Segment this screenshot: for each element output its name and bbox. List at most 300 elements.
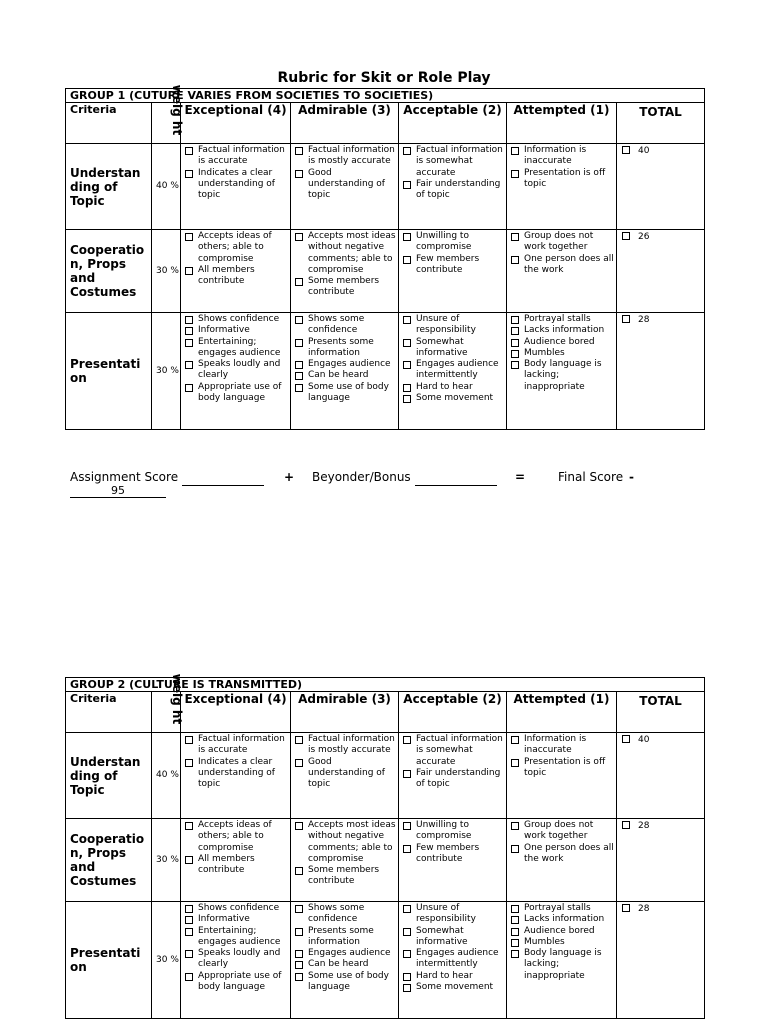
descriptor-item <box>295 903 396 926</box>
checkbox[interactable] <box>185 339 193 347</box>
descriptor-cell-acceptable <box>399 819 507 902</box>
final-score-value[interactable]: - <box>629 470 634 484</box>
descriptor-text: Some use of body language <box>308 970 389 993</box>
descriptor-item <box>511 145 614 168</box>
descriptor-item <box>511 926 614 937</box>
descriptor-text: Mumbles <box>524 936 565 947</box>
descriptor-cell-exceptional <box>181 144 291 230</box>
checkbox[interactable] <box>511 170 519 178</box>
descriptor-text: Presentation is off topic <box>524 756 606 778</box>
descriptor-text: Shows confidence <box>198 903 280 913</box>
checkbox[interactable] <box>403 905 411 913</box>
total-checkbox[interactable] <box>622 735 630 743</box>
descriptor-text: Fair understanding of topic <box>416 767 501 790</box>
checkbox[interactable] <box>403 973 411 981</box>
checkbox[interactable] <box>511 928 519 936</box>
checkbox[interactable] <box>295 973 303 981</box>
descriptor-text: Body language is lacking; inappropriate <box>524 359 602 392</box>
descriptor-text: Factual information is somewhat accurate <box>416 734 503 767</box>
descriptor-cell-attempted <box>507 819 617 902</box>
level-header-admirable: Admirable (3) <box>291 692 399 733</box>
total-checkbox[interactable] <box>622 232 630 240</box>
weight-value: 40 % <box>152 733 181 819</box>
total-cell <box>617 144 705 230</box>
descriptor-item <box>185 914 288 925</box>
checkbox[interactable] <box>185 361 193 369</box>
checkbox[interactable] <box>403 736 411 744</box>
descriptor-item <box>403 231 504 254</box>
descriptor-text: Few members contribute <box>416 253 480 275</box>
checkbox[interactable] <box>511 316 519 324</box>
descriptor-text: Accepts ideas of others; able to compromise <box>198 820 272 853</box>
descriptor-text: Somewhat informative <box>416 925 468 947</box>
checkbox[interactable] <box>185 916 193 924</box>
criteria-row-understanding <box>66 733 705 819</box>
descriptor-item <box>511 231 614 254</box>
descriptor-text: Factual information is somewhat accurate <box>416 145 503 178</box>
weight-header-label: weig ht <box>170 84 185 136</box>
descriptor-text: Engages audience intermittently <box>416 359 499 381</box>
total-cell <box>617 819 705 902</box>
descriptor-cell-admirable <box>291 230 399 313</box>
descriptor-text: Factual information is mostly accurate <box>308 145 395 167</box>
weight-value: 30 % <box>152 230 181 313</box>
total-value: 28 <box>638 904 650 914</box>
descriptor-item <box>403 971 504 982</box>
descriptor-cell-attempted <box>507 313 617 430</box>
descriptor-text: Unsure of responsibility <box>416 314 476 336</box>
criteria-header: Criteria <box>66 103 152 144</box>
descriptor-text: All members contribute <box>198 264 255 287</box>
descriptor-item <box>403 359 504 382</box>
descriptor-text: One person does all the work <box>524 842 614 864</box>
group-title: GROUP 2 (CULTURE IS TRANSMITTED) <box>66 678 705 692</box>
descriptor-item <box>403 179 504 202</box>
level-header-attempted: Attempted (1) <box>507 692 617 733</box>
criteria-name: Presentati on <box>66 902 152 1019</box>
checkbox[interactable] <box>403 316 411 324</box>
checkbox[interactable] <box>185 905 193 913</box>
checkbox[interactable] <box>295 147 303 155</box>
descriptor-item <box>511 348 614 359</box>
checkbox[interactable] <box>511 350 519 358</box>
checkbox[interactable] <box>295 339 303 347</box>
level-header-admirable: Admirable (3) <box>291 103 399 144</box>
assignment-score-value[interactable]: 95 <box>70 484 166 498</box>
descriptor-cell-exceptional <box>181 733 291 819</box>
descriptor-cell-attempted <box>507 902 617 1019</box>
checkbox[interactable] <box>403 845 411 853</box>
descriptor-cell-acceptable <box>399 902 507 1019</box>
checkbox[interactable] <box>185 327 193 335</box>
descriptor-item <box>403 926 504 949</box>
total-value: 28 <box>638 315 650 325</box>
descriptor-text: Presents some information <box>308 336 374 358</box>
total-value: 40 <box>638 146 650 156</box>
descriptor-item <box>511 325 614 336</box>
level-header-acceptable: Acceptable (2) <box>399 692 507 733</box>
descriptor-item <box>295 820 396 865</box>
descriptor-item <box>185 231 288 265</box>
total-cell <box>617 313 705 430</box>
descriptor-text: Some use of body language <box>308 381 389 404</box>
descriptor-item <box>185 757 288 791</box>
descriptor-item <box>185 926 288 949</box>
total-value: 40 <box>638 735 650 745</box>
criteria-name: Understan ding of Topic <box>66 144 152 230</box>
descriptor-text: Accepts most ideas without negative comments; able to compromise <box>308 820 396 864</box>
descriptor-item <box>403 337 504 360</box>
descriptor-item <box>403 393 504 404</box>
level-header-attempted: Attempted (1) <box>507 103 617 144</box>
checkbox[interactable] <box>295 361 303 369</box>
descriptor-cell-attempted <box>507 733 617 819</box>
criteria-name: Cooperatio n, Props and Costumes <box>66 819 152 902</box>
assignment-score-blank[interactable] <box>182 470 264 486</box>
descriptor-item <box>185 903 288 914</box>
equals-sign: = <box>515 470 526 484</box>
checkbox[interactable] <box>403 950 411 958</box>
descriptor-item <box>511 359 614 393</box>
descriptor-text: Shows some confidence <box>308 903 365 925</box>
descriptor-cell-acceptable <box>399 144 507 230</box>
descriptor-item <box>295 734 396 757</box>
checkbox[interactable] <box>511 256 519 264</box>
descriptor-text: Group does not work together <box>524 231 594 253</box>
descriptor-text: Can be heard <box>308 370 369 381</box>
descriptor-item <box>403 768 504 791</box>
descriptor-cell-exceptional <box>181 230 291 313</box>
checkbox[interactable] <box>403 256 411 264</box>
descriptor-item <box>185 734 288 757</box>
descriptor-item <box>403 254 504 277</box>
checkbox[interactable] <box>403 822 411 830</box>
checkbox[interactable] <box>295 905 303 913</box>
descriptor-item <box>295 276 396 299</box>
checkbox[interactable] <box>295 316 303 324</box>
descriptor-item <box>295 231 396 276</box>
rubric-table-group-2 <box>65 673 705 1019</box>
weight-value: 30 % <box>152 902 181 1019</box>
weight-value: 30 % <box>152 313 181 430</box>
descriptor-cell-acceptable <box>399 230 507 313</box>
checkbox[interactable] <box>511 822 519 830</box>
rubric-table-group-1 <box>65 84 705 430</box>
descriptor-text: Entertaining; engages audience <box>198 336 281 358</box>
descriptor-cell-exceptional <box>181 902 291 1019</box>
descriptor-cell-admirable <box>291 144 399 230</box>
descriptor-item <box>185 359 288 382</box>
descriptor-text: Some members contribute <box>308 276 380 298</box>
descriptor-item <box>511 820 614 843</box>
descriptor-item <box>185 971 288 994</box>
weight-value: 40 % <box>152 144 181 230</box>
criteria-row-understanding <box>66 144 705 230</box>
descriptor-item <box>403 145 504 179</box>
descriptor-item <box>185 382 288 405</box>
plus-sign: + <box>284 470 295 484</box>
descriptor-text: All members contribute <box>198 853 255 876</box>
descriptor-text: Speaks loudly and clearly <box>198 948 281 970</box>
descriptor-cell-admirable <box>291 733 399 819</box>
descriptor-text: Accepts most ideas without negative comments; able to compromise <box>308 231 396 275</box>
checkbox[interactable] <box>511 939 519 947</box>
total-header: TOTAL <box>617 103 705 144</box>
checkbox[interactable] <box>403 361 411 369</box>
total-cell <box>617 733 705 819</box>
descriptor-text: Presentation is off topic <box>524 167 606 189</box>
descriptor-item <box>185 168 288 202</box>
descriptor-text: Somewhat informative <box>416 336 468 358</box>
descriptor-text: Informative <box>198 914 250 925</box>
descriptor-item <box>295 959 396 970</box>
descriptor-text: Mumbles <box>524 347 565 358</box>
descriptor-text: Factual information is accurate <box>198 145 285 167</box>
criteria-row-presentation <box>66 313 705 430</box>
descriptor-cell-admirable <box>291 902 399 1019</box>
total-checkbox[interactable] <box>622 315 630 323</box>
descriptor-item <box>511 937 614 948</box>
checkbox[interactable] <box>403 395 411 403</box>
checkbox[interactable] <box>295 170 303 178</box>
descriptor-item <box>403 382 504 393</box>
descriptor-text: Unwilling to compromise <box>416 820 472 842</box>
checkbox[interactable] <box>295 822 303 830</box>
checkbox[interactable] <box>511 916 519 924</box>
descriptor-item <box>403 820 504 843</box>
descriptor-text: Some movement <box>416 393 494 404</box>
descriptor-item <box>295 757 396 791</box>
checkbox[interactable] <box>185 973 193 981</box>
bonus-label: Beyonder/Bonus <box>312 470 411 484</box>
descriptor-text: Presents some information <box>308 925 374 947</box>
descriptor-item <box>403 843 504 866</box>
descriptor-text: Factual information is accurate <box>198 734 285 756</box>
total-value: 26 <box>638 232 650 242</box>
descriptor-item <box>403 948 504 971</box>
descriptor-text: Indicates a clear understanding of topic <box>198 756 275 790</box>
descriptor-item <box>403 982 504 993</box>
checkbox[interactable] <box>511 905 519 913</box>
descriptor-text: Information is inaccurate <box>524 734 587 756</box>
checkbox[interactable] <box>295 233 303 241</box>
descriptor-cell-acceptable <box>399 733 507 819</box>
descriptor-text: Few members contribute <box>416 842 480 864</box>
checkbox[interactable] <box>403 181 411 189</box>
total-cell <box>617 902 705 1019</box>
descriptor-text: Some members contribute <box>308 865 380 887</box>
checkbox[interactable] <box>295 372 303 380</box>
descriptor-item <box>295 370 396 381</box>
descriptor-text: Factual information is mostly accurate <box>308 734 395 756</box>
checkbox[interactable] <box>511 361 519 369</box>
descriptor-item <box>511 734 614 757</box>
weight-value: 30 % <box>152 819 181 902</box>
descriptor-text: Speaks loudly and clearly <box>198 359 281 381</box>
descriptor-item <box>185 314 288 325</box>
checkbox[interactable] <box>403 384 411 392</box>
descriptor-text: Engages audience <box>308 359 391 370</box>
descriptor-item <box>295 337 396 360</box>
weight-header <box>152 673 185 733</box>
level-header-exceptional: Exceptional (4) <box>181 692 291 733</box>
descriptor-text: One person does all the work <box>524 253 614 275</box>
descriptor-text: Group does not work together <box>524 820 594 842</box>
descriptor-text: Accepts ideas of others; able to compromise <box>198 231 272 264</box>
checkbox[interactable] <box>403 339 411 347</box>
descriptor-item <box>295 314 396 337</box>
checkbox[interactable] <box>295 950 303 958</box>
checkbox[interactable] <box>511 339 519 347</box>
descriptor-text: Audience bored <box>524 336 595 347</box>
checkbox[interactable] <box>511 759 519 767</box>
descriptor-cell-acceptable <box>399 313 507 430</box>
weight-header-label: weig ht <box>170 673 185 725</box>
descriptor-item <box>403 734 504 768</box>
descriptor-item <box>295 168 396 202</box>
descriptor-cell-admirable <box>291 819 399 902</box>
final-score-label: Final Score <box>558 470 624 484</box>
descriptor-item <box>511 948 614 982</box>
descriptor-text: Some movement <box>416 982 494 993</box>
descriptor-item <box>185 265 288 288</box>
total-checkbox[interactable] <box>622 904 630 912</box>
descriptor-item <box>295 971 396 994</box>
descriptor-item <box>295 382 396 405</box>
descriptor-item <box>295 145 396 168</box>
descriptor-item <box>511 168 614 191</box>
weight-header <box>152 84 185 144</box>
descriptor-item <box>403 903 504 926</box>
checkbox[interactable] <box>295 759 303 767</box>
descriptor-item <box>185 337 288 360</box>
descriptor-item <box>511 914 614 925</box>
checkbox[interactable] <box>403 770 411 778</box>
descriptor-item <box>185 145 288 168</box>
total-cell <box>617 230 705 313</box>
descriptor-item <box>295 926 396 949</box>
descriptor-text: Portrayal stalls <box>524 903 591 913</box>
descriptor-text: Shows some confidence <box>308 314 365 336</box>
criteria-header: Criteria <box>66 692 152 733</box>
descriptor-cell-admirable <box>291 313 399 430</box>
descriptor-text: Appropriate use of body language <box>198 381 282 404</box>
descriptor-text: Good understanding of topic <box>308 167 385 201</box>
criteria-row-presentation <box>66 902 705 1019</box>
criteria-name: Cooperatio n, Props and Costumes <box>66 230 152 313</box>
descriptor-text: Lacks information <box>524 325 605 336</box>
criteria-row-cooperation <box>66 819 705 902</box>
descriptor-item <box>403 314 504 337</box>
total-checkbox[interactable] <box>622 146 630 154</box>
descriptor-item <box>511 337 614 348</box>
descriptor-text: Appropriate use of body language <box>198 970 282 993</box>
descriptor-item <box>295 865 396 888</box>
checkbox[interactable] <box>295 961 303 969</box>
checkbox[interactable] <box>403 147 411 155</box>
descriptor-item <box>511 757 614 780</box>
descriptor-text: Audience bored <box>524 925 595 936</box>
checkbox[interactable] <box>185 267 193 275</box>
total-checkbox[interactable] <box>622 821 630 829</box>
descriptor-text: Lacks information <box>524 914 605 925</box>
bonus-score-blank[interactable] <box>415 470 497 486</box>
total-header: TOTAL <box>617 692 705 733</box>
descriptor-item <box>295 359 396 370</box>
checkbox[interactable] <box>185 170 193 178</box>
score-line <box>0 470 768 500</box>
checkbox[interactable] <box>185 950 193 958</box>
descriptor-item <box>185 854 288 877</box>
descriptor-text: Engages audience <box>308 948 391 959</box>
checkbox[interactable] <box>295 928 303 936</box>
checkbox[interactable] <box>295 384 303 392</box>
descriptor-item <box>511 843 614 866</box>
assignment-score-label: Assignment Score <box>70 470 179 484</box>
descriptor-item <box>295 948 396 959</box>
descriptor-item <box>185 948 288 971</box>
descriptor-text: Indicates a clear understanding of topic <box>198 167 275 201</box>
checkbox[interactable] <box>185 147 193 155</box>
checkbox[interactable] <box>403 984 411 992</box>
checkbox[interactable] <box>511 147 519 155</box>
checkbox[interactable] <box>295 867 303 875</box>
group-title: GROUP 1 (CUTURE VARIES FROM SOCIETIES TO SOCIETIES) <box>66 89 705 103</box>
checkbox[interactable] <box>185 384 193 392</box>
descriptor-text: Hard to hear <box>416 970 473 981</box>
descriptor-item <box>511 314 614 325</box>
checkbox[interactable] <box>185 233 193 241</box>
descriptor-text: Fair understanding of topic <box>416 178 501 201</box>
descriptor-text: Good understanding of topic <box>308 756 385 790</box>
descriptor-text: Body language is lacking; inappropriate <box>524 948 602 981</box>
checkbox[interactable] <box>511 845 519 853</box>
page-title: Rubric for Skit or Role Play <box>277 70 491 86</box>
checkbox[interactable] <box>403 928 411 936</box>
descriptor-text: Engages audience intermittently <box>416 948 499 970</box>
checkbox[interactable] <box>295 736 303 744</box>
criteria-row-cooperation <box>66 230 705 313</box>
checkbox[interactable] <box>185 822 193 830</box>
descriptor-text: Unsure of responsibility <box>416 903 476 925</box>
level-header-acceptable: Acceptable (2) <box>399 103 507 144</box>
checkbox[interactable] <box>185 856 193 864</box>
descriptor-cell-attempted <box>507 144 617 230</box>
descriptor-text: Informative <box>198 325 250 336</box>
descriptor-cell-attempted <box>507 230 617 313</box>
total-value: 28 <box>638 821 650 831</box>
checkbox[interactable] <box>295 278 303 286</box>
descriptor-text: Can be heard <box>308 959 369 970</box>
descriptor-text: Portrayal stalls <box>524 314 591 324</box>
descriptor-item <box>185 820 288 854</box>
checkbox[interactable] <box>185 736 193 744</box>
descriptor-text: Information is inaccurate <box>524 145 587 167</box>
checkbox[interactable] <box>185 316 193 324</box>
descriptor-item <box>185 325 288 336</box>
descriptor-text: Entertaining; engages audience <box>198 925 281 947</box>
checkbox[interactable] <box>511 950 519 958</box>
level-header-exceptional: Exceptional (4) <box>181 103 291 144</box>
checkbox[interactable] <box>511 327 519 335</box>
descriptor-item <box>511 903 614 914</box>
checkbox[interactable] <box>185 928 193 936</box>
checkbox[interactable] <box>185 759 193 767</box>
checkbox[interactable] <box>511 233 519 241</box>
descriptor-text: Unwilling to compromise <box>416 231 472 253</box>
checkbox[interactable] <box>403 233 411 241</box>
checkbox[interactable] <box>511 736 519 744</box>
